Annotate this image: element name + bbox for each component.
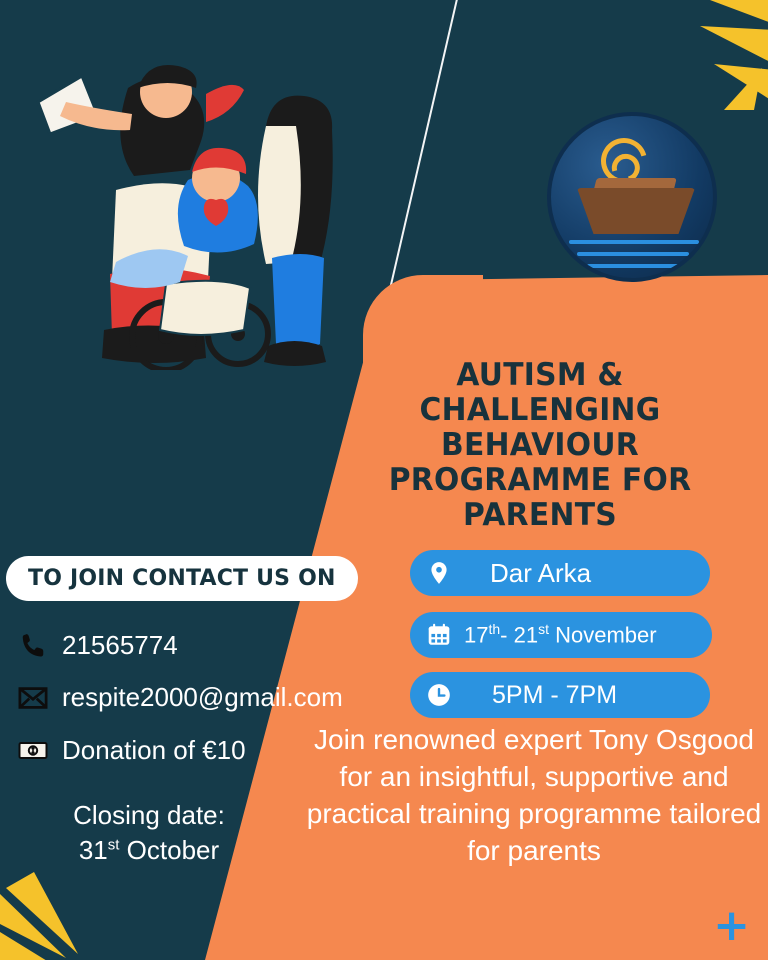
- time-label: 5PM - 7PM: [492, 680, 618, 709]
- wave-line: [577, 252, 689, 256]
- donation-amount: Donation of €10: [62, 735, 246, 765]
- sunburst-decor-bottom-left: [0, 854, 110, 960]
- closing-date-value: 31st October: [78, 835, 220, 866]
- email-address: respite2000@gmail.com: [62, 682, 343, 712]
- description-text: Join renowned expert Tony Osgood for an insightful, supportive and practical training programme tailored for parents: [306, 724, 762, 866]
- closing-date-label: Closing date:: [73, 800, 225, 830]
- wave-line: [587, 264, 679, 268]
- envelope-icon: [18, 683, 48, 713]
- family-with-wheelchair-illustration: [20, 30, 350, 370]
- info-pill-venue: [410, 550, 710, 596]
- boat-hull-shape: [577, 188, 695, 234]
- page-title: AUTISM & CHALLENGING BEHAVIOUR PROGRAMME FOR PARENTS: [388, 357, 692, 534]
- location-pin-icon: [426, 560, 452, 586]
- dar-arka-boat-logo: [547, 112, 717, 282]
- plus-decor-icon: +: [713, 900, 750, 951]
- info-pill-date: [410, 612, 712, 658]
- contact-row-email: [18, 682, 343, 713]
- date-label: 17th- 21st November: [464, 621, 657, 648]
- contact-row-donation: [18, 735, 246, 766]
- banknote-icon: [18, 736, 48, 766]
- phone-number: 21565774: [62, 630, 178, 660]
- contact-row-phone: [18, 630, 178, 661]
- wave-line: [569, 240, 699, 244]
- clock-icon: [426, 682, 452, 708]
- calendar-icon: [426, 622, 452, 648]
- phone-icon: [18, 631, 48, 661]
- venue-label: Dar Arka: [490, 557, 592, 588]
- info-pill-time: [410, 672, 710, 718]
- diagonal-line-decor: [384, 0, 467, 311]
- closing-date: [24, 798, 274, 868]
- sunburst-decor-top-right: [654, 0, 768, 110]
- contact-badge: TO JOIN CONTACT US ON: [6, 556, 358, 601]
